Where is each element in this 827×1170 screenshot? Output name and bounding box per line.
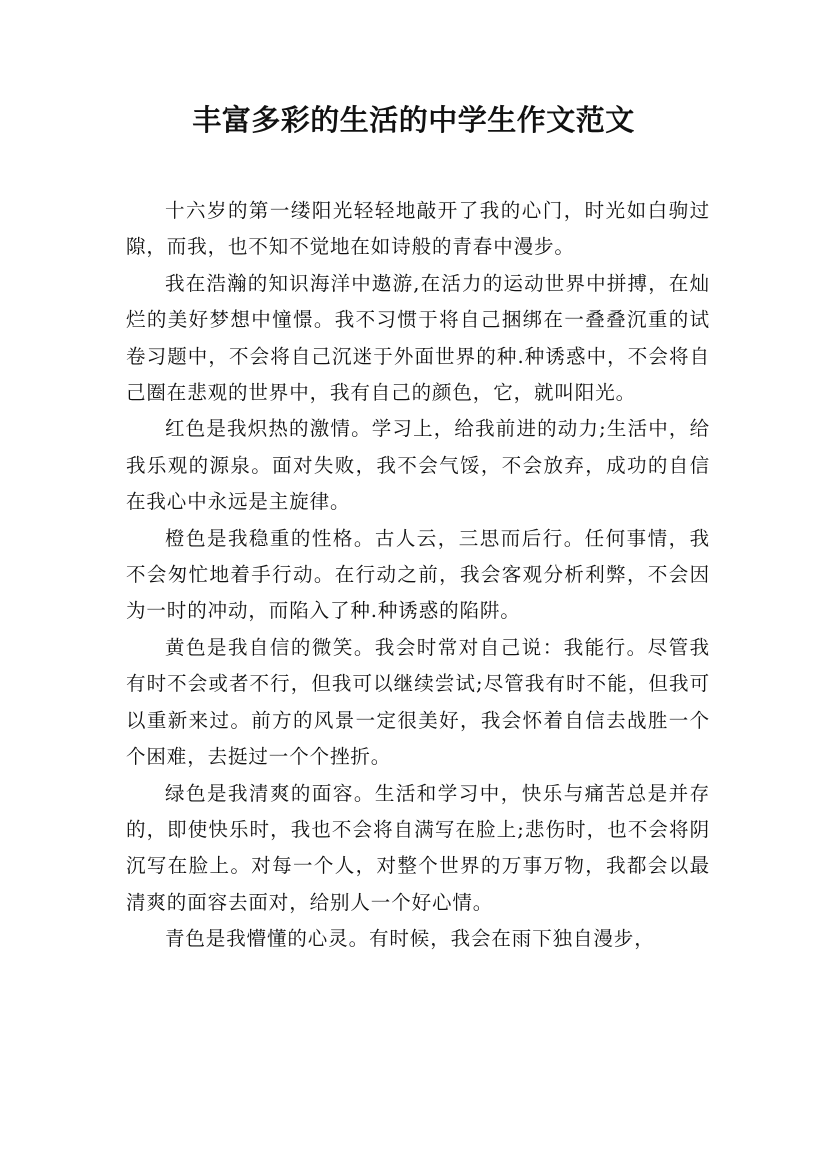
document-title: 丰富多彩的生活的中学生作文范文 xyxy=(192,103,635,137)
paragraph-3: 红色是我炽热的激情。学习上，给我前进的动力;生活中，给我乐观的源泉。面对失败，我不会气馁，不会放弃，成功的自信在我心中永远是主旋律。 xyxy=(126,417,710,514)
paragraph-5: 黄色是我自信的微笑。我会时常对自己说：我能行。尽管我有时不会或者不行，但我可以继续尝试;尽管我有时不能，但我可以重新来过。前方的风景一定很美好，我会怀着自信去战胜一个个困难，去挺过一个个挫折。 xyxy=(126,635,710,769)
paragraph-4: 橙色是我稳重的性格。古人云，三思而后行。任何事情，我不会匆忙地着手行动。在行动之前，我会客观分析利弊，不会因为一时的冲动，而陷入了种.种诱惑的陷阱。 xyxy=(126,526,710,623)
paragraph-7: 青色是我懵懂的心灵。有时候，我会在雨下独自漫步， xyxy=(165,927,655,951)
paragraph-1: 十六岁的第一缕阳光轻轻地敲开了我的心门，时光如白驹过隙，而我，也不知不觉地在如诗般的青春中漫步。 xyxy=(126,199,710,259)
paragraph-2: 我在浩瀚的知识海洋中遨游,在活力的运动世界中拼搏，在灿烂的美好梦想中憧憬。我不习惯于将自己捆绑在一叠叠沉重的试卷习题中，不会将自己沉迷于外面世界的种.种诱惑中，不会将自己圈在悲观的世界中，我有自己的颜色，它，就叫阳光。 xyxy=(126,271,710,405)
document-body xyxy=(126,193,710,958)
paragraph-6: 绿色是我清爽的面容。生活和学习中，快乐与痛苦总是并存的，即使快乐时，我也不会将自满写在脸上;悲伤时，也不会将阴沉写在脸上。对每一个人，对整个世界的万事万物，我都会以最清爽的面容去面对，给别人一个好心情。 xyxy=(126,781,710,914)
